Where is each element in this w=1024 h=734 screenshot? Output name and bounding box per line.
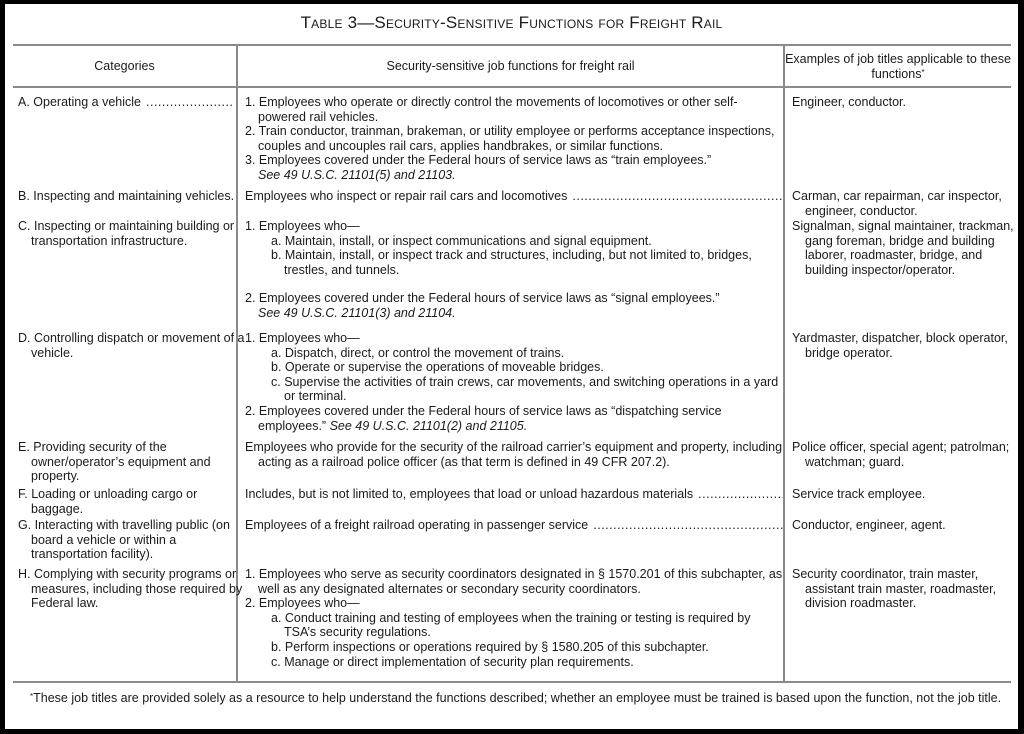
function-subitem: b. Operate or supervise the operations of moveable bridges. xyxy=(271,360,604,375)
examples-header-text: Examples of job titles applicable to these functions xyxy=(785,51,1011,81)
table-row-g-category: G. Interacting with travelling public (on board a vehicle or within a transportation facility). xyxy=(18,518,230,562)
footnote-text: These job titles are provided solely as a resource to help understand the functions described; whether an employee must be trained is based upon the function, not the job title. xyxy=(33,691,1002,705)
table-row-c-category: C. Inspecting or maintaining building or transportation infrastructure. xyxy=(18,219,235,248)
table-row-g-examples: Conductor, engineer, agent. xyxy=(792,518,946,532)
column-header-examples xyxy=(785,45,1011,87)
function-subitem: a. Maintain, install, or inspect communications and signal equipment. xyxy=(271,233,652,248)
table-title: Table 3—Security-Sensitive Functions for Freight Rail xyxy=(300,13,723,32)
table-row-a-functions xyxy=(245,95,783,183)
table-row-g-functions: Employees of a freight railroad operating in passenger service ..... xyxy=(245,518,783,533)
function-item: 2. Employees covered under the Federal hours of service laws as “dispatching service employees.” See 49 U.S.C. 21101(2) and 21105. xyxy=(245,403,722,433)
function-citation: See 49 U.S.C. 21101(3) and 21104. xyxy=(258,305,456,320)
function-item: 2. Train conductor, trainman, brakeman, or utility employee or performs acceptance inspections, couples and uncouples rail cars, applies handbrakes, or similar functions. xyxy=(245,124,775,153)
function-item: 2. Employees who— xyxy=(245,596,360,611)
function-item: 1. Employees who— xyxy=(245,331,360,345)
function-subitem: a. Conduct training and testing of employees when the training or testing is required by TSA’s security regulations. xyxy=(271,610,751,640)
table-row-f-category: F. Loading or unloading cargo or baggage. xyxy=(18,487,198,516)
table-row-d-examples: Yardmaster, dispatcher, block operator, bridge operator. xyxy=(792,331,1008,360)
function-item: 3. Employees covered under the Federal hours of service laws as “train employees.” xyxy=(245,153,712,168)
function-subitem: b. Perform inspections or operations required by § 1580.205 of this subchapter. xyxy=(271,639,709,654)
table-row-b-category: B. Inspecting and maintaining vehicles. xyxy=(18,189,235,203)
function-item: 1. Employees who operate or directly control the movements of locomotives or other self-powered rail vehicles. xyxy=(245,95,738,124)
table-row-e-category: E. Providing security of the owner/operator’s equipment and property. xyxy=(18,440,211,484)
table-row-c-functions xyxy=(245,219,783,321)
table-row-c-examples: Signalman, signal maintainer, trackman, gang foreman, bridge and building laborer, roadmaster, bridge, and building inspector/operator. xyxy=(792,219,1014,277)
table-row-h-category: H. Complying with security programs or measures, including those required by Federal law. xyxy=(18,567,243,611)
function-subitem: c. Supervise the activities of train crews, car movements, and switching operations in a yard or terminal. xyxy=(271,374,779,404)
table-row-d-functions xyxy=(245,331,783,433)
function-subitem: a. Dispatch, direct, or control the movement of trains. xyxy=(271,345,565,360)
table-row-d-category: D. Controlling dispatch or movement of a vehicle. xyxy=(18,331,245,360)
table-row-b-functions: Employees who inspect or repair rail cars and locomotives ..... xyxy=(245,189,783,204)
table-row-a-category: A. Operating a vehicle ..... xyxy=(18,95,233,110)
function-subitem: b. Maintain, install, or inspect track and structures, including, but not limited to, bridges, trestles, and tunnels. xyxy=(271,248,752,277)
table-row-f-examples: Service track employee. xyxy=(792,487,926,501)
table-footnote xyxy=(18,690,1010,706)
table-row-e-examples: Police officer, special agent; patrolman; watchman; guard. xyxy=(792,440,1010,469)
column-divider-2 xyxy=(783,45,785,682)
table-row-b-examples: Carman, car repairman, car inspector, engineer, conductor. xyxy=(792,189,1002,218)
footnote-marker: * xyxy=(30,692,34,701)
table-bottom-rule xyxy=(13,681,1011,683)
column-header-functions: Security-sensitive job functions for freight rail xyxy=(386,59,635,73)
document-page xyxy=(5,4,1018,729)
column-header-categories: Categories xyxy=(94,59,155,73)
table-row-a-examples: Engineer, conductor. xyxy=(792,95,906,109)
table-row-h-examples: Security coordinator, train master, assistant train master, roadmaster, division roadmaster. xyxy=(792,567,997,611)
function-subitem: c. Manage or direct implementation of security plan requirements. xyxy=(271,654,634,669)
function-item: 2. Employees covered under the Federal hours of service laws as “signal employees.” xyxy=(245,291,720,306)
footnote-marker: * xyxy=(921,67,925,77)
table-row-e-functions: Employees who provide for the security of the railroad carrier’s equipment and property, including acting as a railroad police officer (as that term is defined in 49 CFR 207.2). xyxy=(245,440,783,469)
function-item: 1. Employees who— xyxy=(245,219,360,233)
table-row-f-functions: Includes, but is not limited to, employees that load or unload hazardous materials ..... xyxy=(245,487,783,502)
function-item: 1. Employees who serve as security coordinators designated in § 1570.201 of this subchapter, as well as any designated alternates or secondary security coordinators. xyxy=(245,567,783,596)
function-citation: See 49 U.S.C. 21101(5) and 21103. xyxy=(258,167,456,182)
table-row-h-functions xyxy=(245,567,783,669)
